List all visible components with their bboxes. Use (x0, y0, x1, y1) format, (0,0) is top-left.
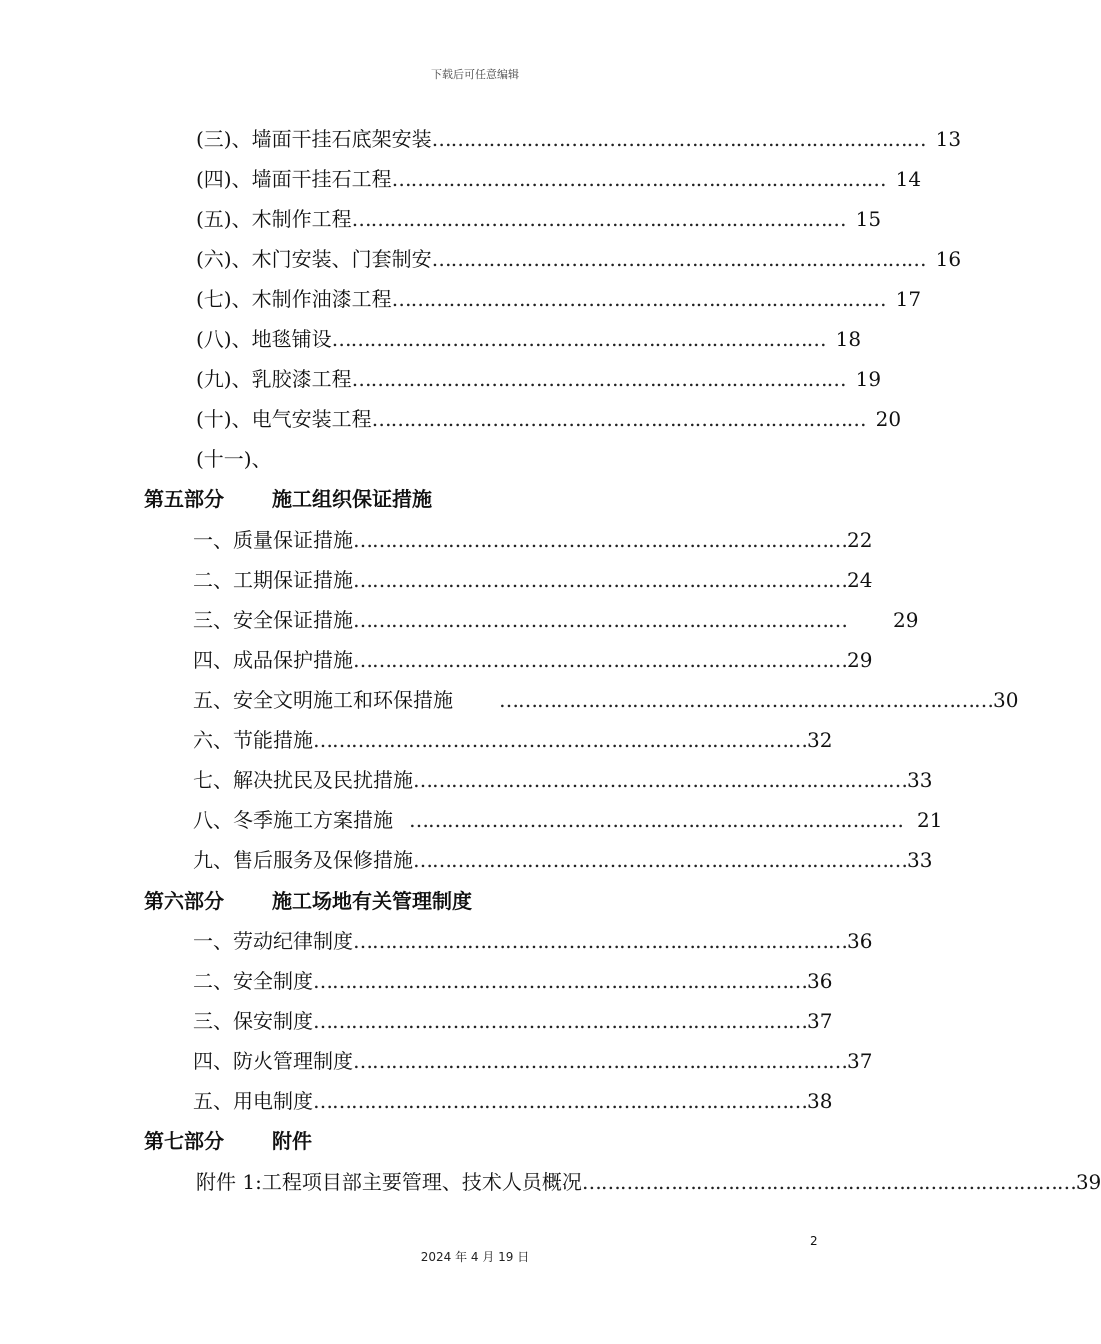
toc-leader: …………………………………………………………………… (413, 768, 907, 792)
toc-entry-text: (七)、木制作油漆工程 (196, 287, 392, 311)
toc-entry-text: 二、工期保证措施 (193, 568, 353, 592)
toc-page-number: 15 (855, 207, 882, 231)
toc-entry[interactable] (193, 647, 873, 673)
toc-entry-text: 二、安全制度 (193, 969, 313, 993)
toc-page-number: 39 (1075, 1170, 1101, 1194)
toc-entry-text: 八、冬季施工方案措施 (193, 808, 393, 832)
toc-entry[interactable] (196, 206, 882, 232)
toc-page-number: 33 (907, 848, 933, 872)
toc-entry[interactable] (193, 1088, 833, 1114)
section-part: 第七部分 (144, 1129, 224, 1153)
toc-entry[interactable] (193, 847, 933, 873)
toc-leader: …………………………………………………………………… (351, 367, 846, 391)
page-number: 2 (810, 1234, 818, 1248)
toc-leader: …………………………………………………………………… (353, 648, 847, 672)
toc-leader: …………………………………………………………………… (351, 207, 846, 231)
toc-entry[interactable] (196, 246, 962, 272)
toc-entry-text: 附件 1:工程项目部主要管理、技术人员概况 (196, 1170, 582, 1194)
toc-entry-text: (八)、地毯铺设 (196, 327, 332, 351)
toc-entry-text: 三、保安制度 (193, 1009, 313, 1033)
toc-entry-text: 七、解决扰民及民扰措施 (193, 768, 413, 792)
toc-page-number: 38 (807, 1089, 833, 1113)
section-heading (144, 486, 432, 512)
toc-page-number: 13 (935, 127, 962, 151)
toc-entry-text: 一、劳动纪律制度 (193, 929, 353, 953)
toc-page-number: 17 (895, 287, 922, 311)
toc-entry[interactable] (193, 968, 833, 994)
toc-page-number: 36 (807, 969, 833, 993)
toc-leader: …………………………………………………………………… (581, 1170, 1076, 1194)
page-footer-date: 2024 年 4 月 19 日 (420, 1250, 530, 1264)
toc-entry[interactable] (193, 527, 873, 553)
toc-leader: …………………………………………………………………… (353, 568, 847, 592)
toc-entry[interactable] (196, 166, 922, 192)
toc-page-number: 24 (847, 568, 873, 592)
toc-page-number: 33 (907, 768, 933, 792)
toc-page-number: 32 (807, 728, 833, 752)
toc-entry[interactable] (196, 326, 862, 352)
toc-leader: …………………………………………………………………… (413, 848, 907, 872)
toc-page-number: 37 (847, 1049, 873, 1073)
toc-page-number: 37 (807, 1009, 833, 1033)
section-heading (144, 888, 472, 914)
toc-leader: …………………………………………………………………… (371, 407, 866, 431)
toc-entry[interactable] (193, 928, 873, 954)
toc-entry-text: 五、安全文明施工和环保措施 (193, 688, 453, 712)
toc-entry[interactable] (193, 607, 919, 633)
toc-entry-text: (九)、乳胶漆工程 (196, 367, 352, 391)
toc-leader: …………………………………………………………………… (313, 1089, 807, 1113)
toc-leader: …………………………………………………………………… (313, 728, 807, 752)
toc-leader: …………………………………………………………………… (391, 167, 886, 191)
toc-entry-text: (六)、木门安装、门套制安 (196, 247, 432, 271)
toc-entry[interactable] (193, 807, 943, 833)
toc-entry-text: (三)、墙面干挂石底架安装 (196, 127, 432, 151)
toc-entry[interactable] (193, 767, 933, 793)
toc-page-number: 36 (847, 929, 873, 953)
section-part: 第六部分 (144, 889, 224, 913)
toc-entry-text: (十)、电气安装工程 (196, 407, 372, 431)
toc-entry-text: (五)、木制作工程 (196, 207, 352, 231)
section-title: 附件 (272, 1129, 312, 1153)
toc-page-number: 19 (855, 367, 882, 391)
section-title: 施工组织保证措施 (272, 487, 432, 511)
toc-leader: …………………………………………………………………… (353, 608, 847, 632)
toc-entry[interactable] (196, 366, 882, 392)
toc-entry-text: 四、防火管理制度 (193, 1049, 353, 1073)
toc-leader: …………………………………………………………………… (391, 287, 886, 311)
toc-entry-text: 五、用电制度 (193, 1089, 313, 1113)
toc-entry[interactable] (196, 286, 922, 312)
toc-page-number: 29 (893, 608, 919, 632)
toc-entry-text: 九、售后服务及保修措施 (193, 848, 413, 872)
toc-page-number: 30 (993, 688, 1019, 712)
toc-page-number: 21 (917, 808, 943, 832)
toc-leader: …………………………………………………………………… (313, 1009, 807, 1033)
toc-leader: …………………………………………………………………… (409, 808, 903, 832)
toc-leader: …………………………………………………………………… (331, 327, 826, 351)
toc-entry[interactable] (193, 567, 873, 593)
toc-entry[interactable] (196, 126, 962, 152)
toc-leader: …………………………………………………………………… (313, 969, 807, 993)
toc-entry[interactable] (193, 1048, 873, 1074)
toc-entry-text: 六、节能措施 (193, 728, 313, 752)
toc-entry-text: (四)、墙面干挂石工程 (196, 167, 392, 191)
toc-entry[interactable] (193, 1008, 833, 1034)
toc-page-number: 20 (875, 407, 902, 431)
toc-page-number: 29 (847, 648, 873, 672)
toc-entry-text: (十一)、 (196, 447, 272, 471)
toc-entry-text: 三、安全保证措施 (193, 608, 353, 632)
toc-entry[interactable] (196, 406, 902, 432)
toc-page-number: 16 (935, 247, 962, 271)
toc-entry-text: 四、成品保护措施 (193, 648, 353, 672)
toc-entry[interactable] (193, 727, 833, 753)
toc-leader: …………………………………………………………………… (431, 127, 926, 151)
toc-entry[interactable] (196, 1169, 1101, 1195)
toc-page-number: 14 (895, 167, 922, 191)
page-header: 下载后可任意编辑 (431, 68, 519, 81)
toc-page-number: 18 (835, 327, 862, 351)
toc-entry-text: 一、质量保证措施 (193, 528, 353, 552)
section-heading (144, 1128, 312, 1154)
toc-entry[interactable] (196, 446, 272, 472)
section-part: 第五部分 (144, 487, 224, 511)
toc-leader: …………………………………………………………………… (431, 247, 926, 271)
toc-leader: …………………………………………………………………… (353, 528, 847, 552)
section-title: 施工场地有关管理制度 (272, 889, 472, 913)
toc-page-number: 22 (847, 528, 873, 552)
toc-leader: …………………………………………………………………… (353, 1049, 847, 1073)
toc-entry[interactable] (193, 687, 1019, 713)
toc-leader: …………………………………………………………………… (353, 929, 847, 953)
toc-leader: …………………………………………………………………… (499, 688, 993, 712)
